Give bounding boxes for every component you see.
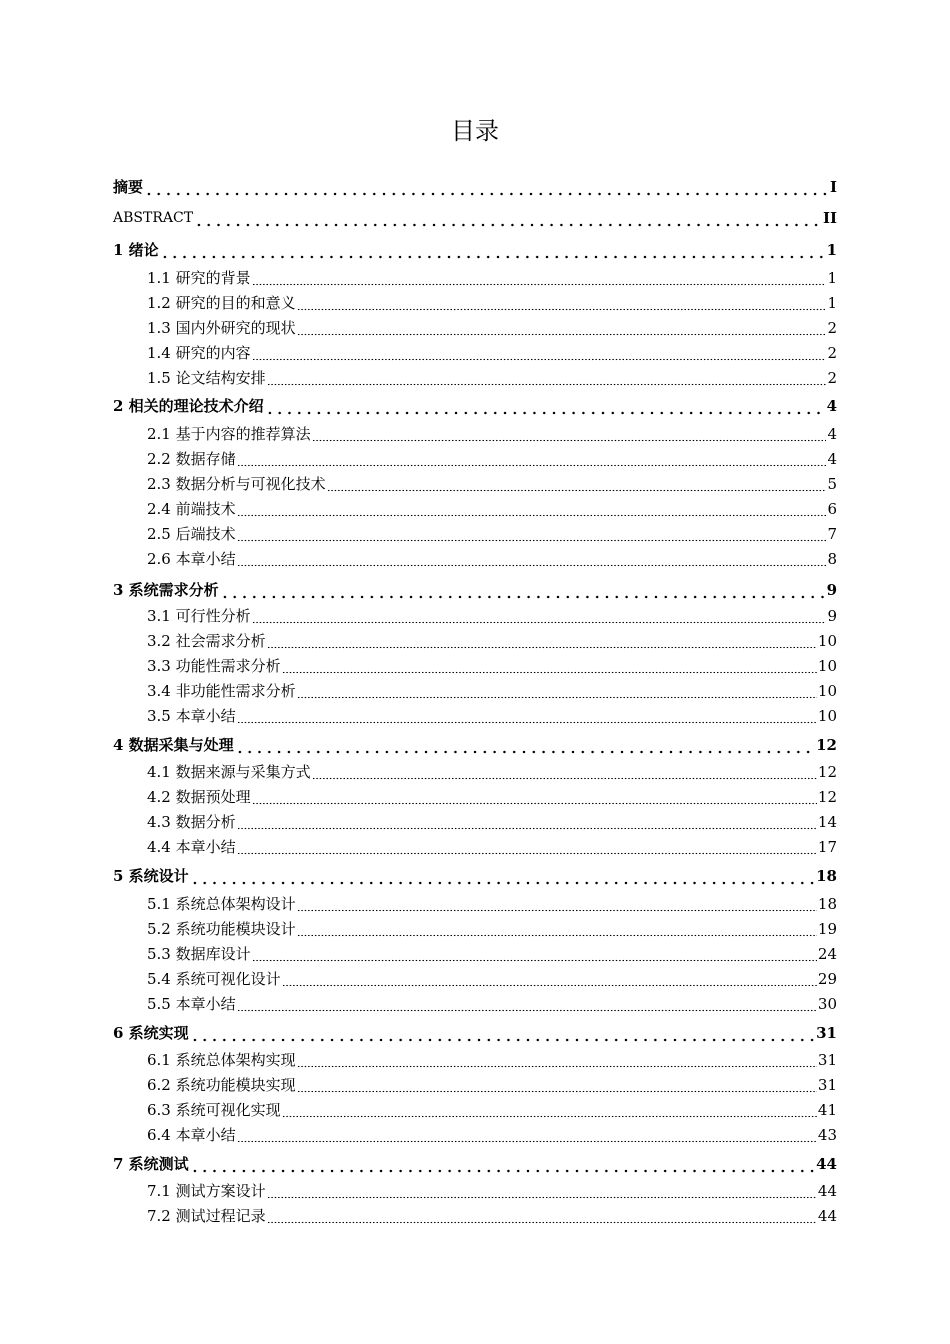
toc-section-entry[interactable] bbox=[113, 523, 837, 545]
toc-page-number: 10 bbox=[817, 632, 837, 650]
toc-page-number: 31 bbox=[817, 1076, 837, 1094]
toc-dot-leader bbox=[252, 605, 827, 627]
toc-entry-label: 4.1 数据来源与采集方式 bbox=[147, 763, 311, 781]
toc-dot-leader bbox=[282, 1099, 817, 1121]
toc-section-entry[interactable] bbox=[113, 473, 837, 495]
toc-section-entry[interactable] bbox=[113, 943, 837, 965]
toc-page-number: 12 bbox=[817, 763, 837, 781]
toc-entry-label: 6.4 本章小结 bbox=[147, 1126, 236, 1144]
toc-dot-leader bbox=[252, 267, 827, 289]
toc-dot-leader bbox=[297, 918, 817, 940]
toc-entry-label: 1.1 研究的背景 bbox=[147, 269, 251, 287]
toc-dot-leader bbox=[237, 523, 827, 545]
toc-chapter-entry[interactable] bbox=[113, 394, 837, 418]
toc-page-number: 31 bbox=[817, 1051, 837, 1069]
toc-chapter-entry[interactable] bbox=[113, 1021, 837, 1045]
toc-section-entry[interactable] bbox=[113, 836, 837, 858]
toc-page-number: I bbox=[829, 178, 837, 196]
toc-chapter-entry[interactable] bbox=[113, 864, 837, 888]
toc-dot-leader bbox=[297, 680, 817, 702]
toc-entry-label: 3.5 本章小结 bbox=[147, 707, 236, 725]
toc-dot-leader bbox=[237, 836, 817, 858]
toc-dot-leader bbox=[312, 761, 817, 783]
toc-dot-leader bbox=[237, 993, 817, 1015]
toc-entry-label: 5.5 本章小结 bbox=[147, 995, 236, 1013]
toc-entry-label: 6 系统实现 bbox=[113, 1024, 189, 1042]
toc-section-entry[interactable] bbox=[113, 705, 837, 727]
toc-dot-leader bbox=[297, 292, 827, 314]
toc-section-entry[interactable] bbox=[113, 1074, 837, 1096]
toc-dot-leader bbox=[267, 630, 817, 652]
toc-dot-leader bbox=[282, 968, 817, 990]
toc-dot-leader bbox=[190, 864, 815, 888]
toc-dot-leader bbox=[267, 1180, 817, 1202]
toc-entry-label: 2.2 数据存储 bbox=[147, 450, 236, 468]
toc-entry-label: 5 系统设计 bbox=[113, 867, 189, 885]
toc-section-entry[interactable] bbox=[113, 292, 837, 314]
toc-entry-label: ABSTRACT bbox=[113, 210, 194, 226]
toc-section-entry[interactable] bbox=[113, 993, 837, 1015]
toc-dot-leader bbox=[297, 1049, 817, 1071]
toc-section-entry[interactable] bbox=[113, 1049, 837, 1071]
toc-chapter-entry[interactable] bbox=[113, 733, 837, 757]
toc-page-number: 1 bbox=[827, 269, 837, 287]
toc-entry-label: 7 系统测试 bbox=[113, 1155, 189, 1173]
toc-section-entry[interactable] bbox=[113, 786, 837, 808]
toc-page-number: 19 bbox=[817, 920, 837, 938]
toc-page-number: 31 bbox=[816, 1024, 837, 1042]
toc-entry-label: 5.4 系统可视化设计 bbox=[147, 970, 281, 988]
toc-entry-label: 2.4 前端技术 bbox=[147, 500, 236, 518]
toc-entry-label: 1.3 国内外研究的现状 bbox=[147, 319, 296, 337]
toc-entry-label: 5.1 系统总体架构设计 bbox=[147, 895, 296, 913]
toc-page-number: 2 bbox=[827, 319, 837, 337]
toc-page-number: 5 bbox=[827, 475, 837, 493]
toc-page-number: 4 bbox=[826, 397, 837, 415]
toc-entry-label: 4.3 数据分析 bbox=[147, 813, 236, 831]
toc-dot-leader bbox=[190, 1152, 815, 1176]
page-title: 目录 bbox=[451, 117, 499, 145]
toc-section-entry[interactable] bbox=[113, 680, 837, 702]
toc-chapter-entry[interactable] bbox=[113, 206, 837, 230]
toc-page-number: 10 bbox=[817, 657, 837, 675]
toc-page-number: 4 bbox=[827, 425, 837, 443]
toc-page-number: 10 bbox=[817, 707, 837, 725]
toc-section-entry[interactable] bbox=[113, 893, 837, 915]
toc-section-entry[interactable] bbox=[113, 1180, 837, 1202]
toc-page-number: 30 bbox=[817, 995, 837, 1013]
toc-entry-label: 6.2 系统功能模块实现 bbox=[147, 1076, 296, 1094]
toc-page-number: 14 bbox=[817, 813, 837, 831]
toc-dot-leader bbox=[237, 705, 817, 727]
toc-section-entry[interactable] bbox=[113, 630, 837, 652]
toc-entry-label: 2.1 基于内容的推荐算法 bbox=[147, 425, 311, 443]
toc-dot-leader bbox=[252, 943, 817, 965]
toc-page-number: 18 bbox=[817, 895, 837, 913]
toc-section-entry[interactable] bbox=[113, 267, 837, 289]
toc-section-entry[interactable] bbox=[113, 605, 837, 627]
toc-page-number: 12 bbox=[816, 736, 837, 754]
toc-dot-leader bbox=[194, 206, 822, 230]
toc-page-number: 4 bbox=[827, 450, 837, 468]
toc-dot-leader bbox=[252, 342, 827, 364]
toc-page-number: 43 bbox=[817, 1126, 837, 1144]
toc-dot-leader bbox=[265, 394, 826, 418]
toc-page-number: 1 bbox=[827, 294, 837, 312]
toc-page-number: 9 bbox=[827, 607, 837, 625]
toc-dot-leader bbox=[237, 498, 827, 520]
toc-page-number: 8 bbox=[827, 550, 837, 568]
toc-page-number: 17 bbox=[817, 838, 837, 856]
toc-entry-label: 5.3 数据库设计 bbox=[147, 945, 251, 963]
toc-dot-leader bbox=[267, 367, 827, 389]
toc-dot-leader bbox=[144, 175, 829, 199]
toc-entry-label: 2.3 数据分析与可视化技术 bbox=[147, 475, 326, 493]
toc-page-number: 44 bbox=[817, 1207, 837, 1225]
toc-page-number: 1 bbox=[826, 241, 837, 259]
toc-dot-leader bbox=[160, 238, 826, 262]
toc-section-entry[interactable] bbox=[113, 1205, 837, 1227]
toc-chapter-entry[interactable] bbox=[113, 175, 837, 199]
toc-section-entry[interactable] bbox=[113, 1099, 837, 1121]
toc-entry-label: 1.2 研究的目的和意义 bbox=[147, 294, 296, 312]
toc-entry-label: 1 绪论 bbox=[113, 241, 159, 259]
toc-entry-label: 6.1 系统总体架构实现 bbox=[147, 1051, 296, 1069]
toc-entry-label: 3.1 可行性分析 bbox=[147, 607, 251, 625]
toc-dot-leader bbox=[235, 733, 815, 757]
toc-section-entry[interactable] bbox=[113, 1124, 837, 1146]
toc-entry-label: 2.6 本章小结 bbox=[147, 550, 236, 568]
toc-entry-label: 7.1 测试方案设计 bbox=[147, 1182, 266, 1200]
toc-section-entry[interactable] bbox=[113, 655, 837, 677]
toc-section-entry[interactable] bbox=[113, 918, 837, 940]
toc-section-entry[interactable] bbox=[113, 968, 837, 990]
toc-entry-label: 1.5 论文结构安排 bbox=[147, 369, 266, 387]
toc-section-entry[interactable] bbox=[113, 342, 837, 364]
toc-entry-label: 2 相关的理论技术介绍 bbox=[113, 397, 264, 415]
toc-page-number: II bbox=[822, 209, 837, 227]
toc-entry-label: 4.2 数据预处理 bbox=[147, 788, 251, 806]
toc-entry-label: 5.2 系统功能模块设计 bbox=[147, 920, 296, 938]
toc-dot-leader bbox=[297, 893, 817, 915]
toc-chapter-entry[interactable] bbox=[113, 578, 837, 602]
toc-section-entry[interactable] bbox=[113, 811, 837, 833]
toc-section-entry[interactable] bbox=[113, 448, 837, 470]
toc-dot-leader bbox=[252, 786, 817, 808]
toc-dot-leader bbox=[267, 1205, 817, 1227]
toc-entry-label: 3.4 非功能性需求分析 bbox=[147, 682, 296, 700]
toc-entry-label: 摘要 bbox=[113, 178, 144, 196]
toc-dot-leader bbox=[312, 423, 827, 445]
toc-dot-leader bbox=[237, 1124, 817, 1146]
toc-section-entry[interactable] bbox=[113, 761, 837, 783]
toc-page-number: 7 bbox=[827, 525, 837, 543]
toc-entry-label: 3.3 功能性需求分析 bbox=[147, 657, 281, 675]
toc-dot-leader bbox=[297, 317, 827, 339]
toc-page-number: 10 bbox=[817, 682, 837, 700]
toc-section-entry[interactable] bbox=[113, 548, 837, 570]
toc-page-number: 18 bbox=[816, 867, 837, 885]
toc-entry-label: 2.5 后端技术 bbox=[147, 525, 236, 543]
toc-section-entry[interactable] bbox=[113, 498, 837, 520]
toc-page-number: 2 bbox=[827, 344, 837, 362]
toc-dot-leader bbox=[282, 655, 817, 677]
toc-entry-label: 6.3 系统可视化实现 bbox=[147, 1101, 281, 1119]
toc-page-number: 6 bbox=[827, 500, 837, 518]
toc-dot-leader bbox=[327, 473, 827, 495]
toc-page-number: 2 bbox=[827, 369, 837, 387]
toc-page-number: 9 bbox=[826, 581, 837, 599]
toc-page-number: 29 bbox=[817, 970, 837, 988]
toc-entry-label: 1.4 研究的内容 bbox=[147, 344, 251, 362]
toc-dot-leader bbox=[297, 1074, 817, 1096]
toc-chapter-entry[interactable] bbox=[113, 238, 837, 262]
toc-entry-label: 3.2 社会需求分析 bbox=[147, 632, 266, 650]
toc-page-number: 12 bbox=[817, 788, 837, 806]
toc-dot-leader bbox=[190, 1021, 815, 1045]
toc-dot-leader bbox=[237, 448, 827, 470]
toc-entry-label: 7.2 测试过程记录 bbox=[147, 1207, 266, 1225]
toc-entry-label: 4.4 本章小结 bbox=[147, 838, 236, 856]
toc-section-entry[interactable] bbox=[113, 423, 837, 445]
toc-dot-leader bbox=[220, 578, 826, 602]
toc-page-number: 41 bbox=[817, 1101, 837, 1119]
toc-dot-leader bbox=[237, 548, 827, 570]
toc-section-entry[interactable] bbox=[113, 367, 837, 389]
toc-dot-leader bbox=[237, 811, 817, 833]
toc-page-number: 44 bbox=[816, 1155, 837, 1173]
toc-entry-label: 3 系统需求分析 bbox=[113, 581, 219, 599]
toc-chapter-entry[interactable] bbox=[113, 1152, 837, 1176]
toc-page-number: 44 bbox=[817, 1182, 837, 1200]
toc-section-entry[interactable] bbox=[113, 317, 837, 339]
toc-page-number: 24 bbox=[817, 945, 837, 963]
toc-entry-label: 4 数据采集与处理 bbox=[113, 736, 234, 754]
